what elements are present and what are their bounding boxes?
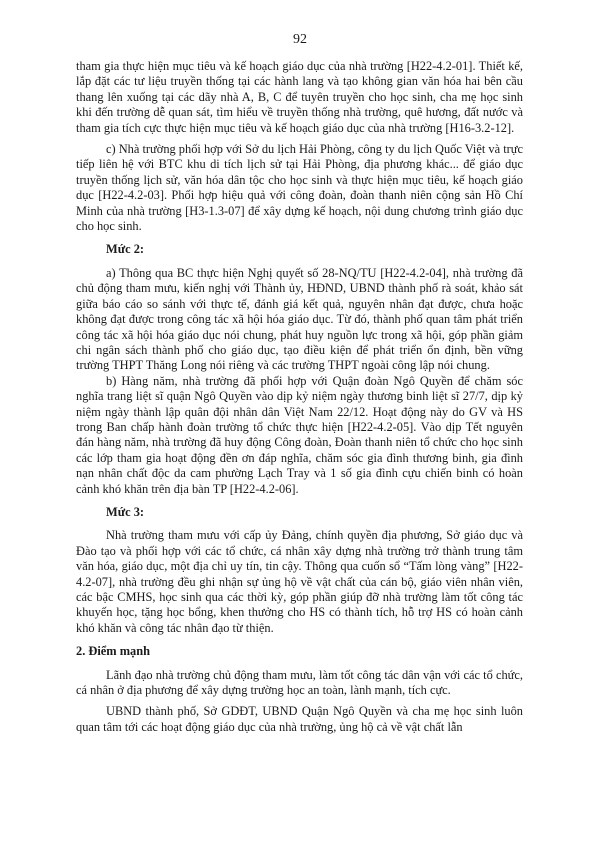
- muc-2-heading: Mức 2:: [106, 242, 145, 257]
- muc-2-paragraph-b: b) Hàng năm, nhà trường đã phối hợp với Quận đoàn Ngô Quyền để chăm sóc nghĩa trang liệt sĩ quận Ngô Quyền vào dịp kỷ niệm ngày thương binh liệt sĩ 27/7, dịp kỷ niệm ngày thành lập quân đội nhân dân Việt Nam 22/12. Hoạt động này do GV và HS trong Ban chấp hành đoàn trường tổ chức thực hiện [H22-4.2-05]. Vào dịp Tết nguyên đán hàng năm, nhà trường đã huy động Công đoàn, Đoàn thanh niên tổ chức cho học sinh các lớp tham gia hoạt động đền ơn đáp nghĩa, chăm sóc gia đình thương binh, gia đình nạn nhân chất độc da cam phường Lạch Tray và 1 số gia đình cựu chiến binh có hoàn cảnh khó khăn trên địa bàn TP [H22-4.2-06].: [76, 373, 523, 496]
- page-body: [76, 59, 523, 735]
- intro-paragraph: tham gia thực hiện mục tiêu và kế hoạch giáo dục của nhà trường [H22-4.2-01]. Thiết kế, lắp đặt các tư liệu truyền thống tại các hành lang và tạo không gian văn hóa hai bên cầu thang lên xuống tại các dãy nhà A, B, C để tuyên truyền cho học sinh, cha mẹ học sinh khi đến trường dễ quan sát, tìm hiểu về truyền thống nhà trường, quê hương, đất nước và tham gia tích cực thực hiện mục tiêu và kế hoạch giáo dục của nhà trường [H16-3.2-12].: [76, 59, 523, 135]
- page-number: 92: [293, 32, 307, 47]
- strengths-paragraph-1: Lãnh đạo nhà trường chủ động tham mưu, làm tốt công tác dân vận với các tổ chức, cá nhân ở địa phương để xây dựng trường học an toàn, lành mạnh, tích cực.: [76, 667, 523, 698]
- muc-3-paragraph: Nhà trường tham mưu với cấp ủy Đảng, chính quyền địa phương, Sở giáo dục và Đào tạo và phối hợp với các tổ chức, cá nhân xây dựng nhà trường trở thành trung tâm văn hóa, giáo dục, một địa chỉ uy tín, tin cậy. Thông qua cuốn sổ “Tấm lòng vàng” [H22-4.2-07], nhà trường đều ghi nhận sự ủng hộ về vật chất của cán bộ, giáo viên nhân viên, các bậc CMHS, học sinh qua các thời kỳ, góp phần giúp đỡ nhà trường làm tốt công tác khuyến học, tặng học bổng, khen thưởng cho HS có thành tích, hỗ trợ HS có hoàn cảnh khó khăn và công tác nhân đạo từ thiện.: [76, 528, 523, 635]
- muc-2-paragraph-a: a) Thông qua BC thực hiện Nghị quyết số 28-NQ/TU [H22-4.2-04], nhà trường đã chủ động tham mưu, kiến nghị với Thành ủy, HĐND, UBND thành phố rà soát, khảo sát giữa báo cáo so sánh với thực tế, đánh giá kết quả, nguyên nhân đạt được, chưa hoặc không đạt được trong công tác xã hội hóa giáo dục. Từ đó, thành phố quan tâm phát triển công tác xã hội hóa giáo dục nói chung, phát huy nguồn lực trong xã hội, góp phần giảm chi ngân sách thành phố cho giáo dục, tạo điều kiện để phát triển ổn định, bền vững trường THPT Thăng Long nói riêng và các trường THPT ngoài công lập nói chung.: [76, 265, 523, 373]
- paragraph-c: c) Nhà trường phối hợp với Sở du lịch Hải Phòng, công ty du lịch Quốc Việt và trực tiếp liên hệ với BTC khu di tích lịch sử tại Hải Phòng, địa phương khác... để giáo dục truyền thống lịch sử, văn hóa dân tộc cho học sinh và thực hiện mục tiêu, kế hoạch giáo dục [H22-4.2-03]. Phối hợp hiệu quả với công đoàn, đoàn thanh niên cộng sản Hồ Chí Minh của nhà trường [H3-1.3-07] để xây dựng kế hoạch, nội dung chương trình giáo dục cho học sinh.: [76, 142, 523, 234]
- strengths-heading: 2. Điểm mạnh: [76, 644, 150, 659]
- strengths-paragraph-2: UBND thành phố, Sở GDĐT, UBND Quận Ngô Quyền và cha mẹ học sinh luôn quan tâm tới các hoạt động giáo dục của nhà trường, ủng hộ cả về vật chất lẫn: [76, 704, 523, 734]
- muc-3-heading: Mức 3:: [106, 504, 145, 519]
